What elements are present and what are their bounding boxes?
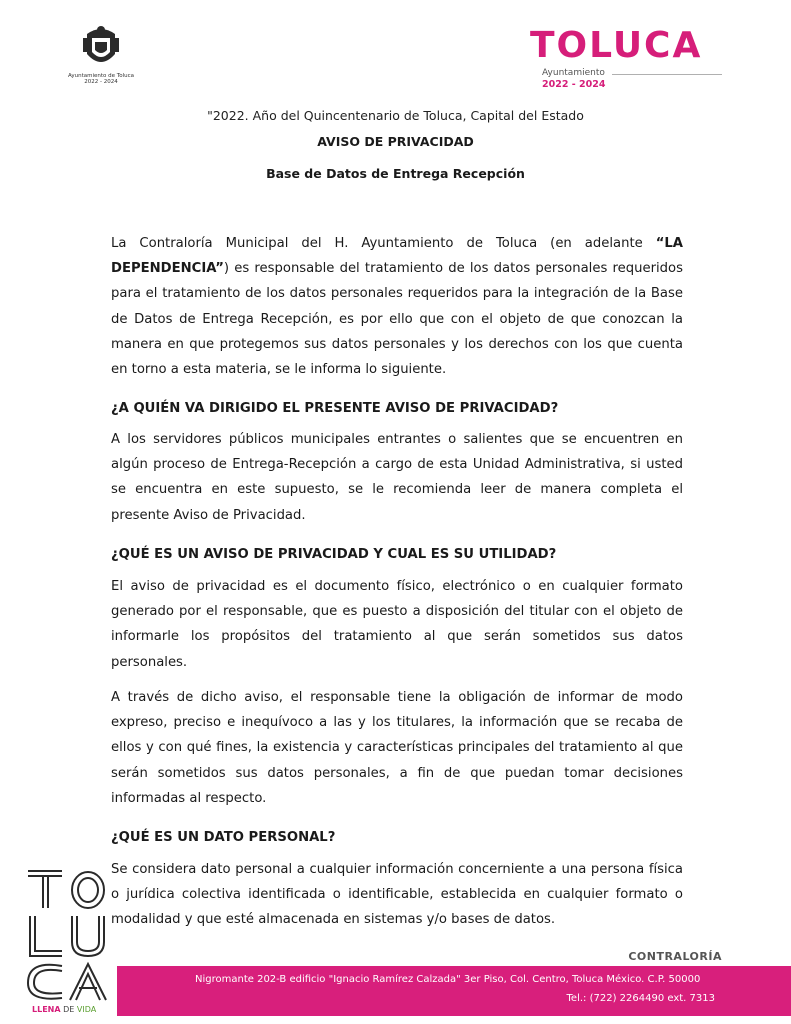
toluca-outline-letters-icon <box>26 868 108 1002</box>
notice-obligation-paragraph: A través de dicho aviso, el responsable tiene la obligación de informar de modo expreso, preciso e inequívoco a las y los titulares, la información que se recaba de ellos y con qué fines, la existencia y características principales del tratamiento al que serán sometidos sus datos personales, a fin de que puedan tomar decisiones informadas al respecto. <box>111 690 683 806</box>
seal-caption: Ayuntamiento de Toluca 2022 - 2024 <box>68 73 134 85</box>
logo-years: 2022 - 2024 <box>542 79 606 90</box>
intro-defined-term: “LA DEPENDENCIA” <box>111 236 683 277</box>
audience-paragraph: A los servidores públicos municipales entrantes o salientes que se encuentren en algún proceso de Entrega-Recepción a cargo de esta Unidad Administrativa, si usted se encuentra en este supuesto, se le recomienda leer de manera completa el presente Aviso de Privacidad. <box>111 432 683 523</box>
section-heading-personal-data: ¿QUÉ ES UN DATO PERSONAL? <box>111 830 336 845</box>
notice-definition-paragraph: El aviso de privacidad es el documento físico, electrónico o en cualquier formato generado por el responsable, que es puesto a disposición del titular con el objeto de informarle los propósitos del tratamiento al que serán sometidos sus datos personales. <box>111 579 683 670</box>
coat-of-arms-icon <box>79 24 123 72</box>
footer-address: Nigromante 202-B edificio "Ignacio Ramírez Calzada" 3er Piso, Col. Centro, Toluca México. C.P. 50000 <box>195 974 701 985</box>
logo-divider <box>612 74 722 75</box>
intro-paragraph <box>111 231 683 382</box>
page-title: AVISO DE PRIVACIDAD <box>317 134 474 149</box>
logo-wordmark: TOLUCA <box>530 25 703 66</box>
toluca-llena-de-vida-logo <box>26 868 108 1014</box>
page-subtitle: Base de Datos de Entrega Recepción <box>266 166 525 181</box>
footer-band <box>117 966 791 1016</box>
municipal-seal <box>62 24 140 94</box>
department-label: CONTRALORÍA <box>628 950 722 963</box>
intro-text-rest: ) es responsable del tratamiento de los datos personales requeridos para el tratamiento de los datos personales requeridos para la integración de la Base de Datos de Entrega Recepción, es por ello que con el objeto de que conozcan la manera en que protegemos sus datos personales y los derechos con los que cuenta en torno a esta materia, se le informa lo siguiente. <box>111 261 683 378</box>
slogan: LLENA DE VIDA <box>32 1005 97 1014</box>
footer-phone: Tel.: (722) 2264490 ext. 7313 <box>566 993 715 1004</box>
personal-data-paragraph: Se considera dato personal a cualquier información concerniente a una persona física o jurídica colectiva identificada o identificable, establecida en cualquier formato o modalidad y que esté almacenada en sistemas y/o bases de datos. <box>111 862 683 928</box>
logo-subtitle: Ayuntamiento <box>542 68 605 78</box>
section-heading-notice-utility: ¿QUÉ ES UN AVISO DE PRIVACIDAD Y CUAL ES SU UTILIDAD? <box>111 547 557 562</box>
toluca-logo <box>530 25 730 94</box>
intro-text: La Contraloría Municipal del H. Ayuntamiento de Toluca (en adelante <box>111 236 656 251</box>
page-motto: "2022. Año del Quincentenario de Toluca, Capital del Estado <box>207 108 584 123</box>
section-heading-audience: ¿A QUIÉN VA DIRIGIDO EL PRESENTE AVISO DE PRIVACIDAD? <box>111 401 559 416</box>
